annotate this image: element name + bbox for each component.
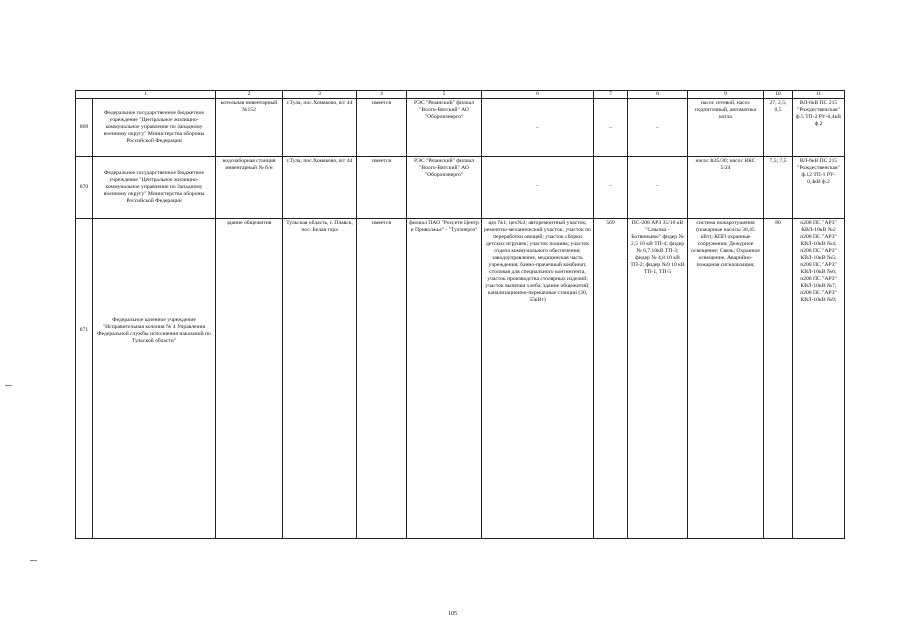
column-number: 7 (594, 91, 628, 99)
column-number: 8 (628, 91, 688, 99)
address-cell: Тульская область, г. Плавск, пос. Белая гора (283, 219, 357, 539)
power-cell: – (594, 99, 628, 157)
feed-cell: ПС-208 АРЗ 35/10 кВ "Смычка - Ботвиньево" фидер № 2,5 10 кВ ТП-4; фидер № 6,7 10кВ ТП-3; фидер № 4,8 10 кВ ТП-2; фидер №9 10 кВ ТП-1, ТП-5 (628, 219, 688, 539)
consumers-cell: цех №1; цех№2; авторемонтный участок; ремонтно-механический участок; участок по переработки овощей; участок сборки детских игрушек; участок пошива; участок отдела коммунального обеспечения; заводоуправление, медицинская часть учреждения; банно-прачечный комбинат, столовая для специального контингента, участок производства столярных изделий; участок выпечки хлеба; здание общежитий; канализационно-перекачные станции (30, 55кВт) (482, 219, 594, 539)
column-number: 4 (357, 91, 407, 99)
capacity-cell: 7,5; 7,5 (764, 157, 793, 219)
column-number: 3 (283, 91, 357, 99)
row-number: 869 (76, 99, 93, 157)
availability-cell: имеется (357, 219, 407, 539)
margin-mark (30, 560, 37, 561)
feed-cell: – (628, 157, 688, 219)
column-number: 1 (76, 91, 216, 99)
table-row (76, 99, 845, 157)
supplier-cell: РЭС "Рязанский" филиал "Волго-Вятский" АО "Оборонэнерго" (407, 157, 482, 219)
register-table (75, 90, 845, 539)
object-cell: здание общежития (216, 219, 283, 539)
column-number: 6 (482, 91, 594, 99)
column-number: 9 (688, 91, 764, 99)
object-cell: котельная инвентарный №152 (216, 99, 283, 157)
object-cell: водозаборная станция инвентарный № б/н (216, 157, 283, 219)
column-number: 11 (793, 91, 845, 99)
availability-cell: имеется (357, 157, 407, 219)
capacity-cell: 27; 2,5; 0,5 (764, 99, 793, 157)
power-cell: 569 (594, 219, 628, 539)
column-number: 10 (764, 91, 793, 99)
column-number: 5 (407, 91, 482, 99)
table-row (76, 157, 845, 219)
row-number: 870 (76, 157, 93, 219)
column-number: 2 (216, 91, 283, 99)
line-cell: п208 ПС "АРЗ" КВЛ-10кВ №2 п208 ПС "АРЗ" КВЛ-10кВ №4; п208 ПС "АРЗ" КВЛ-10кВ №5; п208 ПС "АРЗ" КВЛ-10кВ №6; п208 ПС "АРЗ" КВЛ-10кВ №7; п208 ПС "АРЗ" КВЛ-10кВ №9; (793, 219, 845, 539)
address-cell: г.Тула, пос.Хомяково, в/г 44 (283, 157, 357, 219)
column-number-row (76, 91, 845, 99)
organization-cell: Федеральное казенное учреждение "Исправительная колония № 4 Управления Федеральной службы исполнения наказаний по Тульской области" (93, 219, 216, 539)
feed-cell: – (628, 99, 688, 157)
equipment-cell: насос К45/30; насос ВКС 5/24 (688, 157, 764, 219)
line-cell: ВЛ-6кВ ПС 215 "Рождественская" ф.5 ТП-2 РУ-0,4кВ ф.2 (793, 99, 845, 157)
organization-cell: Федеральное государственное бюджетное учреждение "Центральное жилищно-коммунальное управление по Западному военному округу" Министерства обороны Российской Федерации (93, 99, 216, 157)
equipment-cell: насос сетевой, насос подпиточный, автоматика котла (688, 99, 764, 157)
consumers-cell: – (482, 99, 594, 157)
supplier-cell: РЭС "Рязанский" филиал "Волго-Вятский" АО "Оборонэнерго" (407, 99, 482, 157)
page-number: 105 (448, 611, 457, 617)
power-cell: – (594, 157, 628, 219)
row-number: 871 (76, 219, 93, 539)
availability-cell: имеется (357, 99, 407, 157)
supplier-cell: филиал ПАО "Россети Центр и Приволжье" - "Тулэнерго" (407, 219, 482, 539)
capacity-cell: 80 (764, 219, 793, 539)
consumers-cell: – (482, 157, 594, 219)
margin-mark (5, 385, 12, 386)
organization-cell: Федеральное государственное бюджетное учреждение "Центральное жилищно-коммунальное управление по Западному военному округу" Министерства обороны Российской Федерации (93, 157, 216, 219)
line-cell: ВЛ-6кВ ПС 215 "Рождественская" ф.12 ТП-1 РУ- 0,4кВ ф.2 (793, 157, 845, 219)
equipment-cell: система пожаротушения (пожарные насосы 30,45 кВт); КПП охранные сооружения; Дежурное освещение; Связь; Охранное освещение, Аварийно-пожарная сигнализация; (688, 219, 764, 539)
address-cell: г.Тула, пос.Хомяково, в/г 44 (283, 99, 357, 157)
